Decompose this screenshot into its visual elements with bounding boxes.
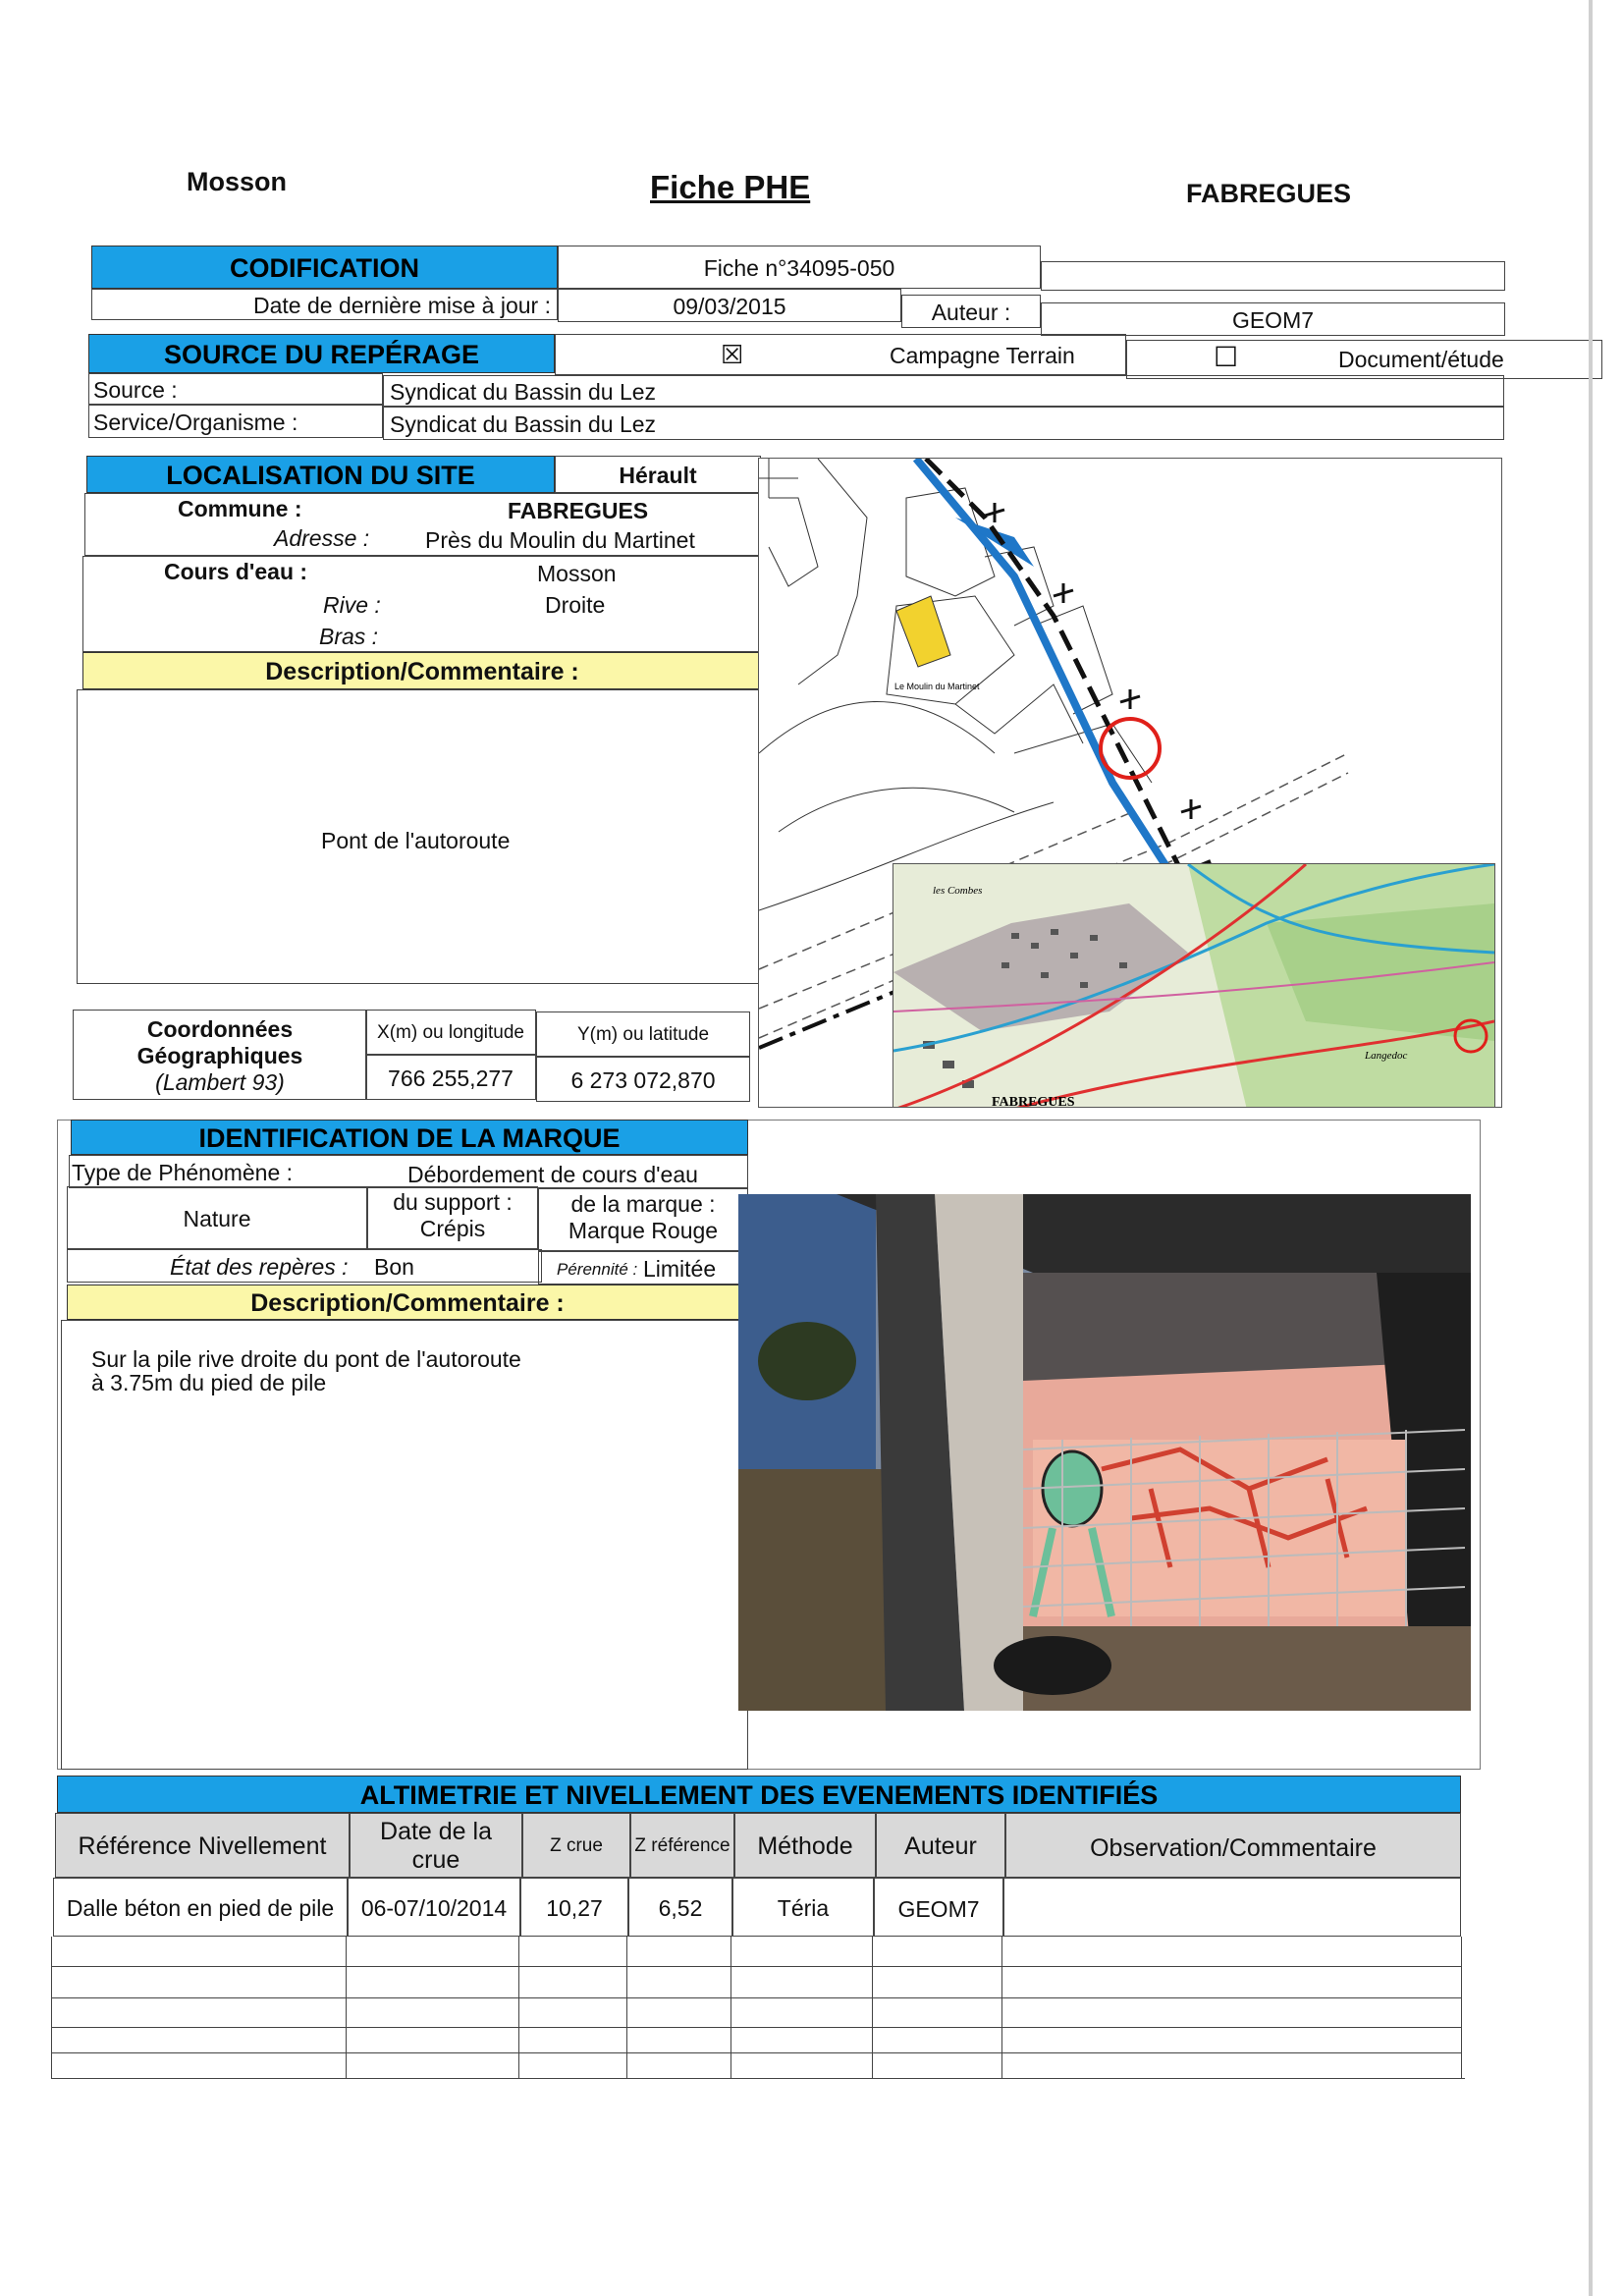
identification-desc-line2: à 3.75m du pied de pile — [91, 1370, 327, 1395]
header-auteur: Auteur — [876, 1813, 1005, 1878]
empty-cell — [1041, 261, 1505, 291]
y-label: Y(m) ou latitude — [536, 1011, 750, 1057]
row-reference: Dalle béton en pied de pile — [53, 1878, 348, 1937]
etat-row — [67, 1249, 542, 1283]
header-z-reference: Z référence — [630, 1813, 734, 1878]
header-methode: Méthode — [734, 1813, 876, 1878]
coord-label-1: Coordonnées — [146, 1016, 294, 1042]
date-label: Date de dernière mise à jour : — [91, 289, 558, 320]
etat-label: État des repères : — [170, 1254, 349, 1280]
date-value: 09/03/2015 — [558, 289, 901, 322]
coord-label-3: (Lambert 93) — [155, 1069, 285, 1095]
adresse-label: Adresse : — [274, 525, 370, 551]
checkbox-unchecked-icon[interactable]: ☐ — [1214, 342, 1239, 372]
service-value: Syndicat du Bassin du Lez — [383, 407, 1504, 440]
mark-photo — [738, 1194, 1471, 1711]
rive-label: Rive : — [323, 592, 381, 618]
commune-name: FABREGUES — [1186, 179, 1352, 208]
header-z-crue: Z crue — [522, 1813, 630, 1878]
localisation-title: LOCALISATION DU SITE — [86, 456, 555, 493]
topo-map-inset — [893, 863, 1495, 1108]
perennite-row — [538, 1251, 748, 1285]
auteur-value: GEOM7 — [1041, 302, 1505, 336]
row-observation — [1003, 1878, 1461, 1937]
source-label: Source : — [88, 373, 383, 405]
etat-value: Bon — [374, 1254, 414, 1280]
type-value: Débordement de cours d'eau — [407, 1162, 698, 1187]
header-date-1: Date de la — [380, 1818, 492, 1845]
commune-block — [84, 493, 762, 556]
altimetrie-title: ALTIMETRIE ET NIVELLEMENT DES EVENEMENTS IDENTIFIÉS — [57, 1776, 1461, 1813]
service-label: Service/Organisme : — [88, 405, 383, 438]
localisation-desc-text: Pont de l'autoroute — [321, 828, 511, 853]
topo-label-langedoc: Langedoc — [1365, 1050, 1408, 1062]
commune-value: FABREGUES — [508, 498, 649, 523]
header-date-2: crue — [411, 1846, 460, 1874]
localisation-desc-box — [77, 689, 762, 984]
marque-cell — [538, 1188, 748, 1251]
document-cell — [1126, 340, 1602, 379]
auteur-label: Auteur : — [901, 295, 1041, 328]
identification-desc-line1: Sur la pile rive droite du pont de l'autoroute — [91, 1346, 521, 1372]
page-title: Fiche PHE — [650, 169, 811, 205]
row-date: 06-07/10/2014 — [348, 1878, 520, 1937]
source-title: SOURCE DU REPÉRAGE — [88, 334, 555, 373]
support-cell — [367, 1186, 538, 1249]
topo-label-combes: les Combes — [933, 885, 983, 897]
cadastre-label: Le Moulin du Martinet — [894, 682, 980, 691]
cours-eau-value: Mosson — [537, 561, 617, 586]
row-auteur: GEOM7 — [874, 1878, 1003, 1937]
scan-edge — [1589, 0, 1593, 2296]
codification-section — [91, 246, 1505, 338]
adresse-value: Près du Moulin du Martinet — [425, 527, 695, 553]
fiche-number: Fiche n°34095-050 — [558, 246, 1041, 289]
row-z-crue: 10,27 — [520, 1878, 628, 1937]
x-label: X(m) ou longitude — [365, 1010, 536, 1055]
altimetrie-section — [51, 1776, 1465, 2080]
perennite-label: Pérennité : — [557, 1260, 638, 1279]
localisation-desc-title: Description/Commentaire : — [82, 652, 762, 689]
codification-title: CODIFICATION — [91, 246, 558, 289]
coord-label-2: Géographiques — [136, 1043, 303, 1068]
perennite-value: Limitée — [643, 1256, 717, 1282]
cours-eau-block — [82, 556, 762, 652]
mark-location-circle — [1101, 719, 1160, 778]
document-label: Document/étude — [1338, 347, 1504, 372]
source-value: Syndicat du Bassin du Lez — [383, 375, 1504, 407]
header-observation: Observation/Commentaire — [1005, 1813, 1461, 1878]
bras-label: Bras : — [319, 624, 379, 649]
checkbox-checked-icon[interactable]: ☒ — [721, 340, 744, 369]
row-z-reference: 6,52 — [628, 1878, 732, 1937]
identification-desc-title: Description/Commentaire : — [67, 1285, 748, 1320]
type-label: Type de Phénomène : — [72, 1160, 294, 1185]
identification-section — [57, 1120, 1481, 1770]
coord-label-cell — [73, 1010, 367, 1100]
y-value: 6 273 072,870 — [536, 1057, 750, 1102]
header-reference: Référence Nivellement — [55, 1813, 350, 1878]
support-label: du support : — [393, 1189, 513, 1215]
marque-label: de la marque : — [570, 1191, 716, 1217]
type-row — [69, 1155, 748, 1188]
campagne-cell — [555, 334, 1126, 375]
support-value: Crépis — [419, 1216, 486, 1241]
nature-label: Nature — [67, 1186, 367, 1249]
rive-value: Droite — [545, 592, 606, 618]
river-name: Mosson — [187, 167, 288, 196]
header-date — [350, 1813, 522, 1878]
campagne-label: Campagne Terrain — [890, 343, 1075, 368]
source-section — [88, 334, 1504, 456]
topo-label-fabregues: FABREGUES — [992, 1095, 1075, 1108]
identification-desc-box — [61, 1320, 748, 1770]
departement: Hérault — [555, 456, 761, 493]
marque-value: Marque Rouge — [568, 1218, 719, 1243]
x-value: 766 255,277 — [365, 1055, 536, 1100]
row-methode: Téria — [732, 1878, 874, 1937]
identification-title: IDENTIFICATION DE LA MARQUE — [71, 1120, 748, 1155]
commune-label: Commune : — [178, 496, 302, 521]
empty-rows — [51, 1937, 1465, 2078]
location-map — [758, 458, 1502, 1108]
cours-eau-label: Cours d'eau : — [164, 559, 308, 584]
